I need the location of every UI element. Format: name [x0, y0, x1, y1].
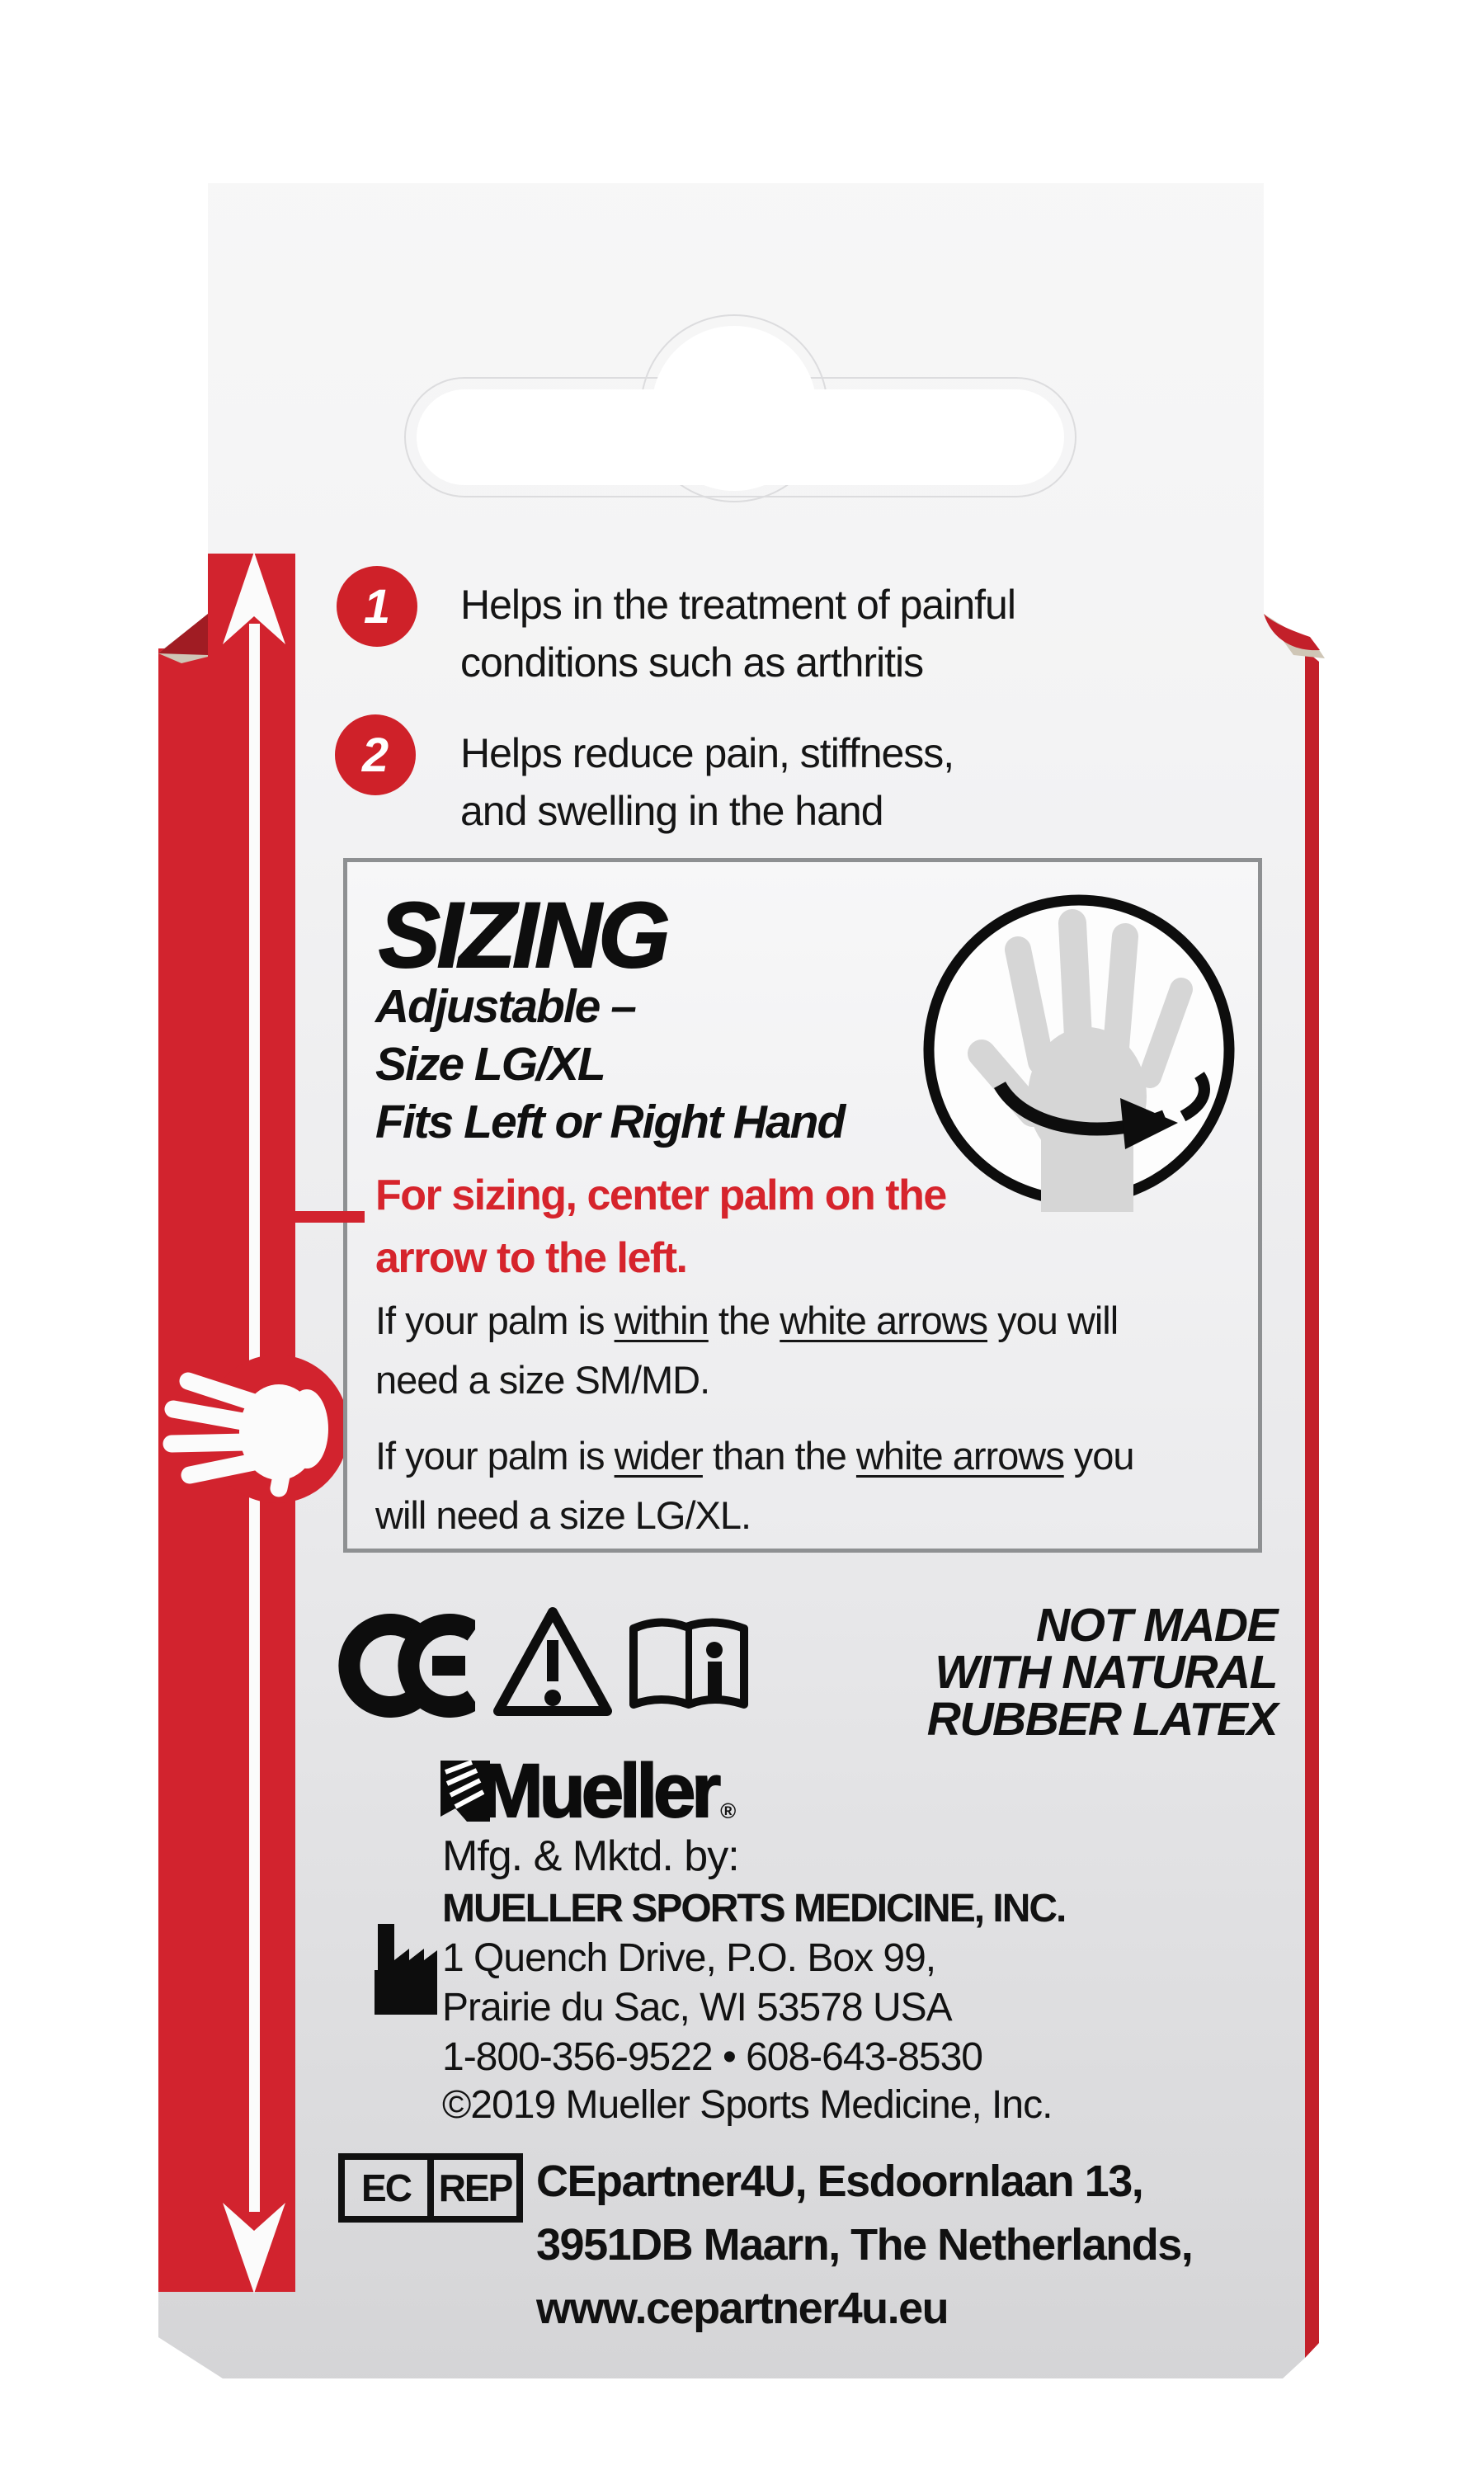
sizing-arrow-up-icon — [213, 552, 295, 649]
sizing-red-note — [375, 1164, 946, 1289]
benefit-2-line-1: Helps reduce pain, stiffness, — [460, 730, 954, 776]
benefit-1-text — [460, 576, 1137, 691]
sizing-note-line-1: For sizing, center palm on the — [375, 1172, 946, 1219]
company-name: MUELLER SPORTS MEDICINE, INC. — [442, 1887, 1066, 1930]
sizing-box — [343, 858, 1262, 1553]
benefit-1-line-2: conditions such as arthritis — [460, 639, 924, 686]
benefit-1-number — [337, 566, 417, 647]
sizing-paragraph-2 — [375, 1426, 1241, 1545]
sizing-p2-line-1: If your palm is wider than the white arrows you — [375, 1434, 1134, 1478]
hand-circumference-illustration — [917, 889, 1241, 1212]
consult-instructions-icon — [627, 1614, 751, 1719]
arrow-pointer-tick — [290, 1211, 365, 1223]
hang-hole — [388, 314, 1097, 503]
manufacturer-icon — [371, 1924, 440, 2015]
package-side-edge — [1305, 650, 1319, 2358]
sizing-p2-line-2: will need a size LG/XL. — [375, 1493, 751, 1537]
benefit-2-number — [335, 714, 416, 795]
mfg-marketed-by: Mfg. & Mktd. by: — [442, 1832, 739, 1880]
sizing-paragraph-1 — [375, 1291, 1241, 1410]
ec-rep-line-1: CEpartner4U, Esdoornlaan 13, — [536, 2157, 1143, 2206]
benefit-1-line-1: Helps in the treatment of painful — [460, 582, 1015, 628]
benefit-2-text — [460, 724, 1137, 840]
ec-rep-rep: REP — [427, 2160, 516, 2216]
mueller-wordmark: Mueller — [480, 1749, 718, 1833]
sizing-subtitle — [375, 978, 844, 1151]
benefit-1-numeral: 1 — [363, 579, 391, 634]
fold-corner-left — [157, 614, 211, 665]
ec-rep-symbol — [338, 2153, 523, 2223]
sizing-p1-line-2: need a size SM/MD. — [375, 1358, 710, 1402]
latex-notice — [891, 1599, 1277, 1746]
sizing-sub-line-3: Fits Left or Right Hand — [375, 1096, 845, 1148]
benefit-2-numeral: 2 — [361, 728, 389, 782]
registered-mark: ® — [720, 1798, 737, 1823]
ec-rep-line-2: 3951DB Maarn, The Netherlands, — [536, 2220, 1193, 2270]
sizing-arrow-down-icon — [213, 2196, 295, 2294]
sizing-sub-line-2: Size LG/XL — [375, 1038, 605, 1091]
address-line-1: 1 Quench Drive, P.O. Box 99, — [442, 1936, 936, 1980]
phone-numbers: 1-800-356-9522 • 608-643-8530 — [442, 2035, 982, 2079]
sizing-sub-line-1: Adjustable – — [375, 980, 635, 1033]
latex-line-2: WITH NATURAL — [935, 1646, 1277, 1699]
sizing-p1-line-1: If your palm is within the white arrows you will — [375, 1299, 1119, 1342]
palm-sizing-hand-icon — [162, 1363, 337, 1500]
warning-triangle-icon — [492, 1604, 614, 1719]
sizing-note-line-2: arrow to the left. — [375, 1234, 687, 1282]
ce-mark-icon — [335, 1614, 475, 1718]
address-line-2: Prairie du Sac, WI 53578 USA — [442, 1986, 952, 2030]
benefit-2-line-2: and swelling in the hand — [460, 788, 883, 834]
ec-rep-address — [536, 2150, 1192, 2341]
fold-corner-right — [1260, 612, 1330, 660]
sizing-title: SIZING — [379, 884, 667, 987]
ec-rep-ec: EC — [361, 2166, 411, 2209]
ec-rep-line-3: www.cepartner4u.eu — [536, 2284, 949, 2333]
mueller-logo — [439, 1749, 737, 1833]
latex-line-3: RUBBER LATEX — [926, 1693, 1277, 1746]
copyright-line: ©2019 Mueller Sports Medicine, Inc. — [442, 2083, 1053, 2127]
latex-line-1: NOT MADE — [1036, 1599, 1277, 1652]
